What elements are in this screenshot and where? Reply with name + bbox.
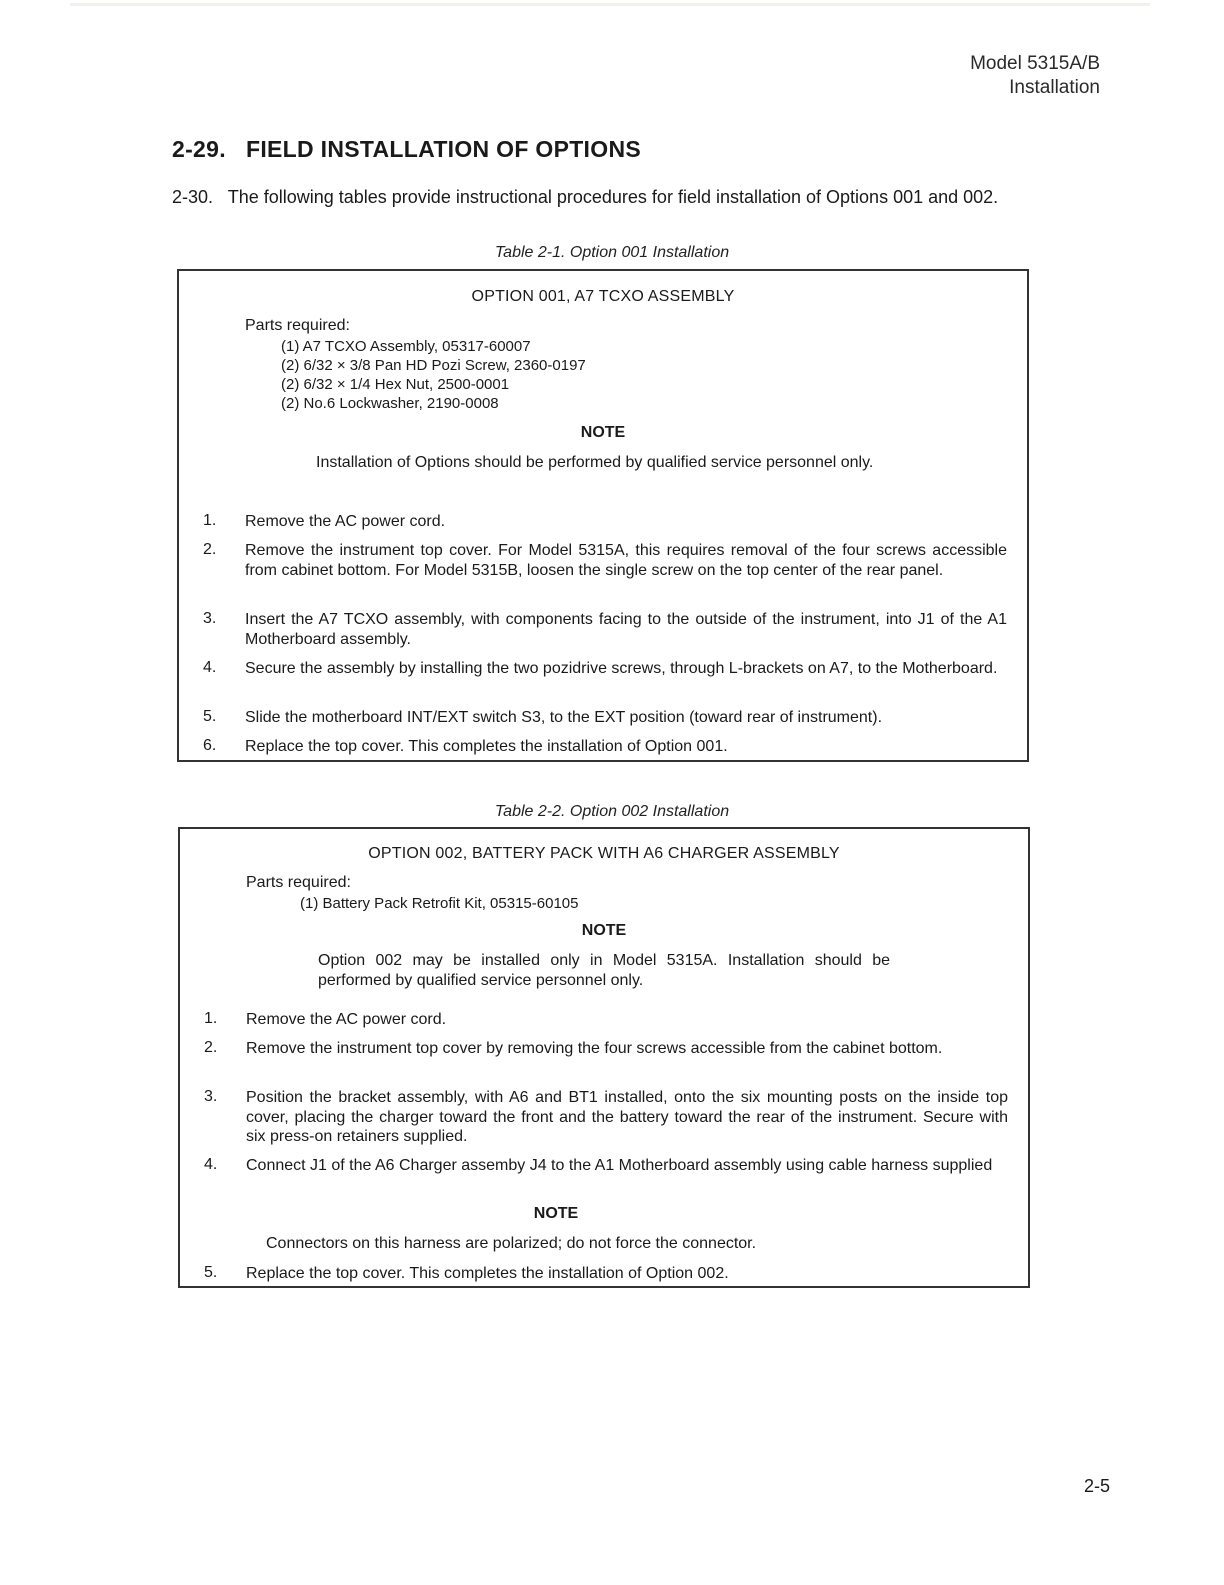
table1-part: (1) A7 TCXO Assembly, 05317-60007 [281,338,531,355]
table2-part: (1) Battery Pack Retrofit Kit, 05315-60105 [300,895,579,912]
page-header [970,52,1100,100]
step-text: Remove the instrument top cover. For Model 5315A, this requires removal of the four screws accessible from cabinet bottom. For Model 5315B, loosen the single screw on the top center of the rear panel. [245,542,1007,579]
step-number: 2. [203,541,217,558]
table2-caption: Table 2-2. Option 002 Installation [494,803,730,820]
step-text: Replace the top cover. This completes the installation of Option 002. [246,1265,729,1282]
step-number: 5. [203,708,217,725]
step-text: Remove the AC power cord. [245,513,446,530]
step-text: Remove the instrument top cover by removing the four screws accessible from the cabinet bottom. [246,1040,943,1057]
step-text: Secure the assembly by installing the two pozidrive screws, through L-brackets on A7, to the Motherboard. [245,660,998,677]
table2 [178,827,1030,1288]
step-text: Position the bracket assembly, with A6 and BT1 installed, onto the six mounting posts on the inside top cover, placing the charger toward the front and the battery toward the rear of the instrument. Secure with six press-on retainers supplied. [246,1089,1008,1145]
step-number: 3. [203,610,217,627]
step-number: 5. [204,1264,218,1281]
header-model: Model 5315A/B [970,53,1100,74]
step-text: Replace the top cover. This completes the installation of Option 001. [245,738,728,755]
table2-note2-text: Connectors on this harness are polarized; do not force the connector. [266,1235,757,1252]
step-number: 1. [203,512,217,529]
step-text: Slide the motherboard INT/EXT switch S3, to the EXT position (toward rear of instrument). [245,709,883,726]
table2-note-label: NOTE [581,922,627,939]
step-number: 1. [204,1010,218,1027]
step-number: 4. [204,1156,218,1173]
page-number: 2-5 [1084,1476,1111,1496]
table2-title: OPTION 002, BATTERY PACK WITH A6 CHARGER ASSEMBLY [368,845,840,862]
step-number: 6. [203,737,217,754]
table1 [177,269,1029,762]
step-number: 2. [204,1039,218,1056]
scan-edge [70,3,1150,6]
step-text: Insert the A7 TCXO assembly, with components facing to the outside of the instrument, into J1 of the A1 Motherboard assembly. [245,611,1007,648]
step-text: Remove the AC power cord. [246,1011,447,1028]
table2-parts-label: Parts required: [246,874,351,891]
table1-note-text: Installation of Options should be performed by qualified service personnel only. [316,454,874,471]
step-number: 3. [204,1088,218,1105]
intro-paragraph: 2-30. The following tables provide instructional procedures for field installation of Options 001 and 002. [172,187,999,207]
table1-note-label: NOTE [580,424,626,441]
table1-part: (2) 6/32 × 1/4 Hex Nut, 2500-0001 [281,376,510,393]
table2-note-text: Option 002 may be installed only in Model 5315A. Installation should be performed by qualified service personnel only. [318,952,890,989]
step-number: 4. [203,659,217,676]
section-title: 2-29. FIELD INSTALLATION OF OPTIONS [172,136,641,162]
step-text: Connect J1 of the A6 Charger assemby J4 to the A1 Motherboard assembly using cable harness supplied [246,1157,993,1174]
table1-part: (2) No.6 Lockwasher, 2190-0008 [281,395,499,412]
table1-title: OPTION 001, A7 TCXO ASSEMBLY [471,288,735,305]
table2-note2-label: NOTE [533,1205,579,1222]
table1-caption: Table 2-1. Option 001 Installation [494,244,730,261]
header-section: Installation [1009,77,1100,98]
table1-parts-label: Parts required: [245,317,350,334]
table1-part: (2) 6/32 × 3/8 Pan HD Pozi Screw, 2360-0197 [281,357,586,374]
